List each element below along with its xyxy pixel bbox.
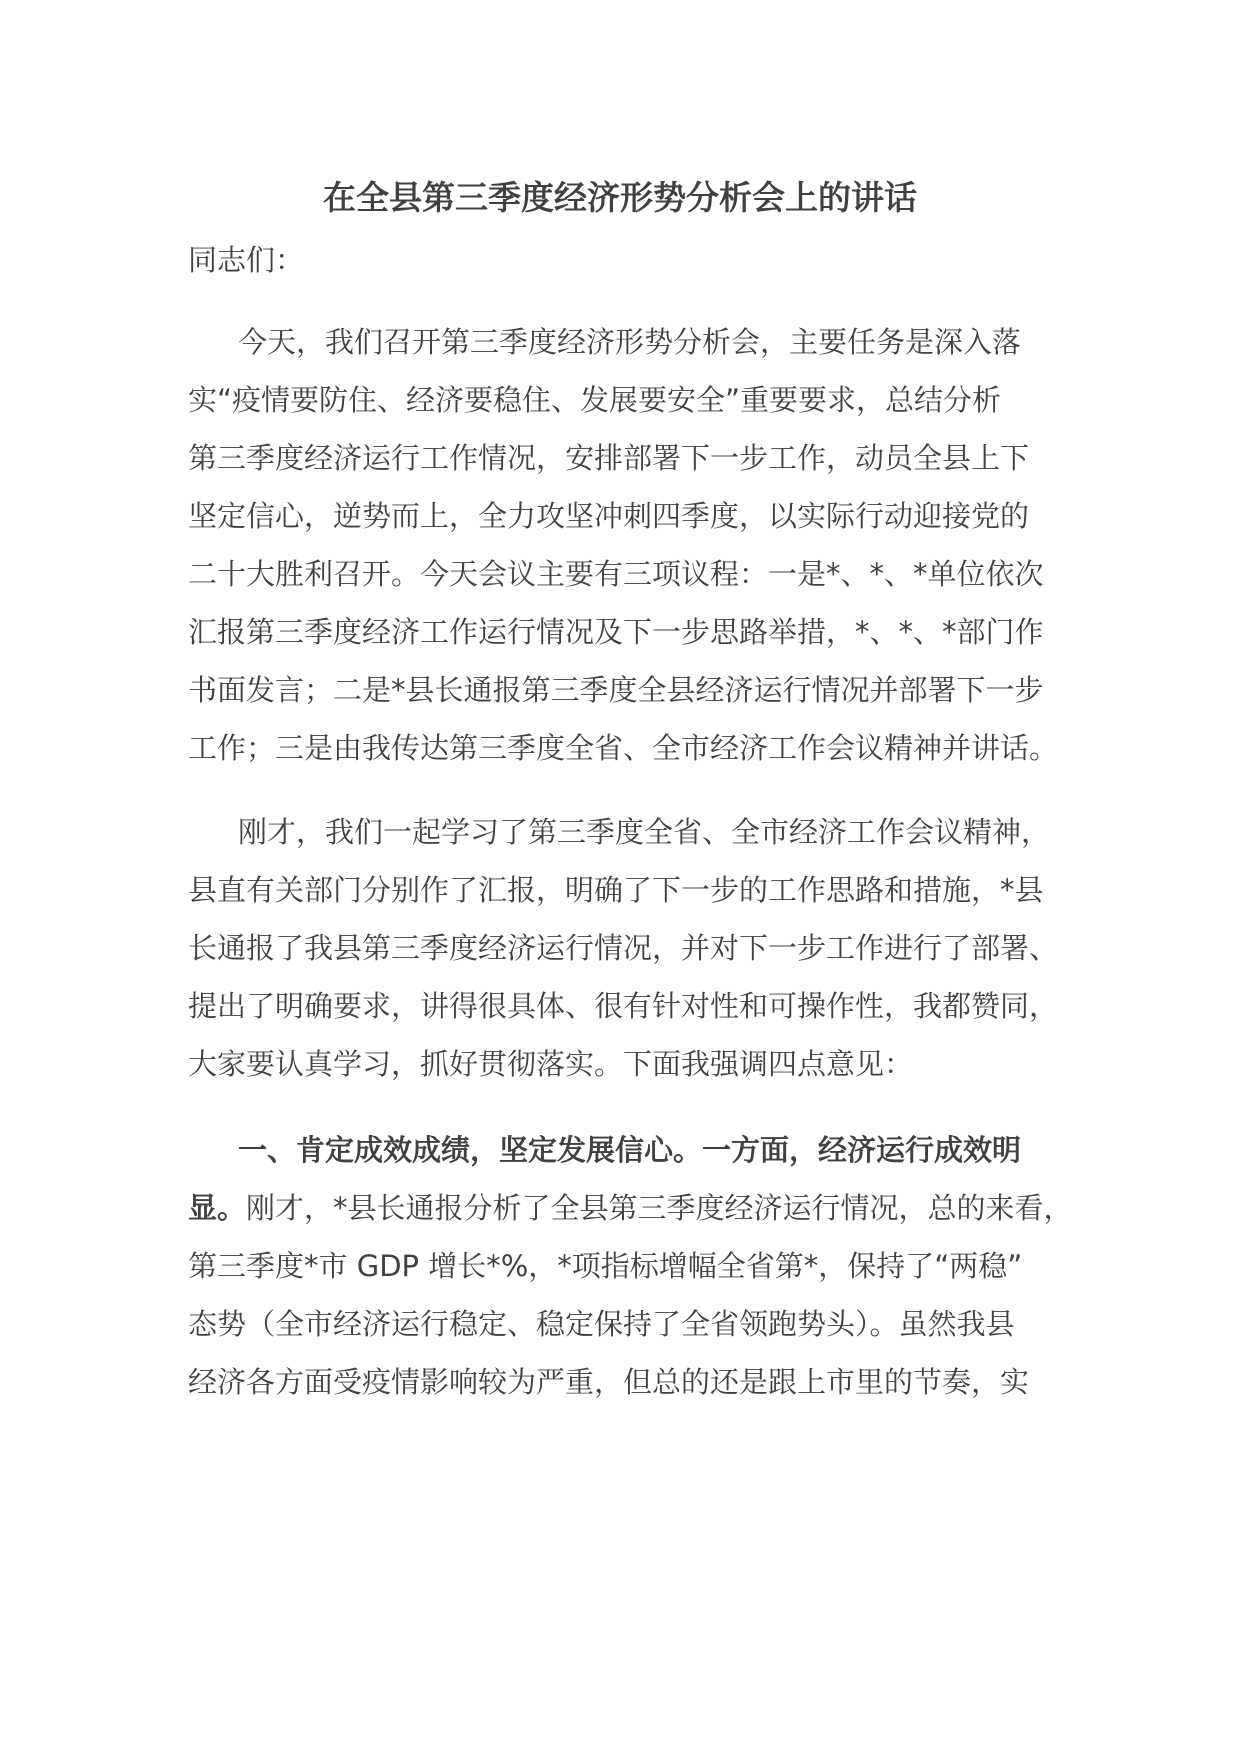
paragraph-line: 经济各方面受疫情影响较为严重，但总的还是跟上市里的节奏，实 [188,1365,1030,1399]
section-heading: 一、肯定成效成绩，坚定发展信心。一方面，经济运行成效明 [238,1133,1022,1167]
paragraph-line: 第三季度经济运行工作情况，安排部署下一步工作，动员全县上下 [188,441,1030,475]
document-title: 在全县第三季度经济形势分析会上的讲话 [323,178,917,217]
paragraph-line: 工作；三是由我传达第三季度全省、全市经济工作会议精神并讲话。 [188,731,1059,765]
section-heading-end: 显。 [188,1191,247,1225]
salutation: 同志们： [188,243,305,277]
paragraph-line: 坚定信心，逆势而上，全力攻坚冲刺四季度，以实际行动迎接党的 [188,499,1030,533]
paragraph-line: 刚才，我们一起学习了第三季度全省、全市经济工作会议精神， [238,815,1051,849]
paragraph-line: 态势（全市经济运行稳定、稳定保持了全省领跑势头）。虽然我县 [188,1307,1015,1341]
paragraph-line: 二十大胜利召开。今天会议主要有三项议程：一是*、*、*单位依次 [188,557,1044,591]
paragraph-line: 提出了明确要求，讲得很具体、很有针对性和可操作性，我都赞同， [188,989,1059,1023]
paragraph-line: 长通报了我县第三季度经济运行情况，并对下一步工作进行了部署、 [188,931,1059,965]
paragraph-line: 大家要认真学习，抓好贯彻落实。下面我强调四点意见： [188,1047,914,1081]
paragraph-line: 书面发言；二是*县长通报第三季度全县经济运行情况并部署下一步 [188,673,1044,707]
paragraph-line: 第三季度*市 GDP 增长*%，*项指标增幅全省第*，保持了“两稳” [188,1249,1023,1283]
paragraph-text: 刚才，*县长通报分析了全县第三季度经济运行情况，总的来看， [246,1191,1073,1225]
paragraph-line: 实“疫情要防住、经济要稳住、发展要安全”重要要求，总结分析 [188,383,1002,417]
paragraph-line: 汇报第三季度经济工作运行情况及下一步思路举措，*、*、*部门作 [188,615,1044,649]
paragraph-line: 县直有关部门分别作了汇报，明确了下一步的工作思路和措施，*县 [188,873,1044,907]
paragraph-line [188,1186,1088,1230]
paragraph-line: 今天，我们召开第三季度经济形势分析会，主要任务是深入落 [238,325,1022,359]
